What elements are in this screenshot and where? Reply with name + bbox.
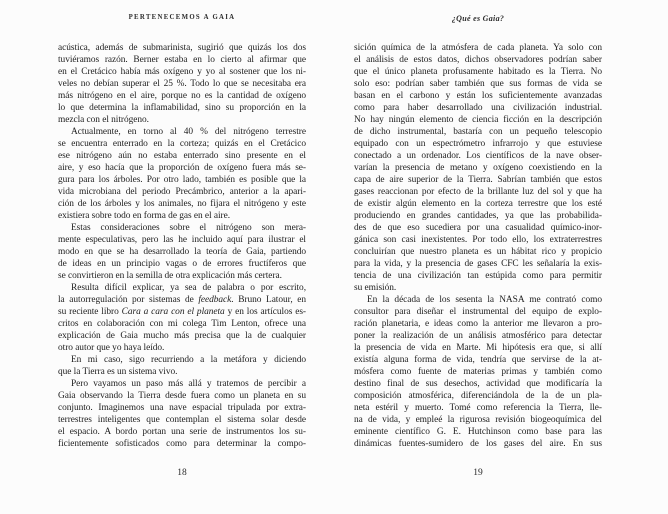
page-number-left: 18 [177, 468, 187, 478]
text-line: critos en colaboración con mi colega Tim Lenton, ofrece una [58, 319, 306, 329]
text-line: otro autor que yo haya leído. [58, 343, 165, 353]
text-line: existía alguna forma de vida, tendría que servirse de la at- [354, 355, 602, 365]
text-line: eminente científico G. E. Hutchinson como base para las [354, 427, 602, 437]
text-line: Pero vayamos un paso más allá y tratemos de percibir a [71, 379, 306, 389]
text-line: neta estéril y muerto. Tomé como referencia la Tierra, lle- [354, 403, 602, 413]
text-line: se encuentra enterrado en la corteza; quizás en el Cretácico [58, 139, 306, 149]
text-line: En mi caso, sigo recurriendo a la metáfora y diciendo [71, 355, 306, 365]
text-line: basan en el carbono y están los suficientemente avanzadas [354, 91, 602, 101]
page-number-right: 19 [473, 468, 483, 478]
text-line: tencia de una civilización tan estúpida como para permitir [354, 271, 602, 281]
text-line: de existir algún elemento en la corteza terrestre que los esté [354, 199, 602, 209]
text-line: lo que determina la inflamabilidad, sino su proporción en la [58, 103, 306, 113]
text-line: conectado a un ordenador. Los científicos de la nave obser- [354, 151, 602, 161]
text-line: ese nitrógeno aún no estaba enterrado sino presente en el [58, 151, 306, 161]
text-line: Resulta difícil explicar, ya sea de palabra o por escrito, [71, 283, 306, 293]
text-line: Estas consideraciones sobre el nitrógeno son mera- [71, 223, 306, 233]
text-line: como para haber desarrollado una civilización industrial. [354, 103, 602, 113]
text-line: gases reaccionan por efecto de la brillante luz del sol y que ha [354, 187, 602, 197]
text-line: mezcla con el nitrógeno. [58, 115, 149, 125]
paragraph [58, 354, 306, 378]
text-line: poner la realización de un análisis atmosférico para detectar [354, 331, 602, 341]
text-line: que la Tierra es un sistema vivo. [58, 367, 178, 377]
text-line: sición química de la atmósfera de cada planeta. Ya solo con [354, 43, 602, 53]
paragraph [58, 42, 306, 126]
text-line: tuviéramos razón. Berner estaba en lo cierto al afirmar que [58, 55, 306, 65]
text-line: gánica son casi inexistentes. Por todo ello, los extraterrestres [354, 235, 602, 245]
text-line: ficientemente sofisticados como para determinar la compo- [58, 439, 306, 449]
text-line: se convirtieron en la semilla de otra explicación más certera. [58, 271, 282, 281]
text-line: explicación de Gaia mucho más precisa que la de cualquier [58, 331, 306, 341]
text-line: dinámicas fuentes-sumidero de los gases del aire. En sus [354, 439, 602, 449]
text-line: destino final de sus desechos, actividad que modificaría la [354, 379, 602, 389]
text-line: na de vida, y empleé la rigurosa revisión biogeoquímica del [354, 415, 602, 425]
paragraph [58, 126, 306, 222]
text-line: el análisis de estos datos, dichos observadores podrían saber [354, 55, 602, 65]
paragraph [58, 282, 306, 354]
paragraph [58, 222, 306, 282]
text-line: composición atmosférica, diferenciándola de la de un pla- [354, 391, 602, 401]
text-line: solo eso: podrían saber también que sus formas de vida se [354, 79, 602, 89]
text-line: más nitrógeno en el aire, porque no es la cantidad de oxígeno [58, 91, 306, 101]
text-line: varían la presencia de metano y oxígeno coexistiendo en la [354, 163, 602, 173]
text-line: gura para los árboles. Por otro lado, también es posible que la [58, 175, 306, 185]
text-line: aire, y eso hacía que la proporción de oxígeno fuera más se- [58, 163, 306, 173]
text-line: terrestres inteligentes que contemplan el sistema solar desde [58, 415, 306, 425]
text-line: vida microbiana del periodo Precámbrico, anterior a la apari- [58, 187, 306, 197]
paragraph [354, 294, 602, 450]
text-line: produciendo en grandes cantidades, ya que las probabilida- [354, 211, 602, 221]
text-line: equipado con un espectrómetro infrarrojo y que estuviese [354, 139, 602, 149]
text-line: su reciente libro Cara a cara con el planeta y en los artículos es- [58, 307, 306, 317]
text-line: veles no debían superar el 25 %. Todo lo que se necesitaba era [58, 79, 306, 89]
text-line: consultor para diseñar el instrumental del equipo de explo- [354, 307, 602, 317]
text-line: En la década de los sesenta la NASA me contrató como [367, 295, 602, 305]
text-line: que el único planeta profusamente habitado es la Tierra. No [354, 67, 602, 77]
text-line: ración planetaria, e ideas como la anterior me llevaron a pro- [354, 319, 602, 329]
running-header-left: PERTENECEMOS A GAIA [128, 14, 236, 21]
text-line: capa de aire superior de la Tierra. Sabrían también que estos [354, 175, 602, 185]
text-line: la autorregulación por sistemas de feedback. Bruno Latour, en [58, 295, 307, 305]
text-line: existiera sobre todo en forma de gas en el aire. [58, 211, 231, 221]
text-line: ción de los árboles y los animales, no fijara el nitrógeno y este [58, 199, 306, 209]
paragraph [58, 378, 306, 450]
text-line: mósfera como fuente de materias primas y también como [354, 367, 602, 377]
text-line: modo en que se ha desarrollado la teoría de Gaia, partiendo [58, 247, 306, 257]
text-column-right [354, 42, 602, 450]
text-line: mente especulativas, pero las he incluido aquí para ilustrar el [58, 235, 306, 245]
text-line: conjunto. Imaginemos una nave espacial tripulada por extra- [58, 403, 306, 413]
text-line: Actualmente, en torno al 40 % del nitrógeno terrestre [71, 127, 306, 137]
text-line: des de que eso sucediera por una casualidad químico-inor- [354, 223, 602, 233]
text-line: Gaia observando la Tierra desde fuera como un planeta en su [58, 391, 306, 401]
text-line: su emisión. [354, 283, 397, 293]
text-line: en el Cretácico había más oxígeno y yo al sostener que los ni- [58, 67, 306, 77]
text-line: el espacio. A bordo portan una serie de instrumentos los su- [58, 427, 306, 437]
text-line: de ideas en un principio vagas o de errores fructíferos que [58, 259, 306, 269]
running-header-right: ¿Qué es Gaia? [451, 14, 505, 23]
text-line: concluirían que nuestro planeta es un hábitat rico y propicio [354, 247, 602, 257]
text-line: No hay ningún elemento de ciencia ficción en la descripción [354, 115, 602, 125]
text-column-left [58, 42, 306, 450]
paragraph [354, 42, 602, 294]
text-line: para la vida, y la presencia de gases CFC les señalaría la exis- [354, 259, 602, 269]
text-line: la presencia de vida en Marte. Mi hipótesis era que, si allí [354, 343, 602, 353]
text-line: de dicho instrumental, bastaría con un pequeño telescopio [354, 127, 602, 137]
text-line: acústica, además de submarinista, sugirió que quizás los dos [58, 43, 306, 53]
